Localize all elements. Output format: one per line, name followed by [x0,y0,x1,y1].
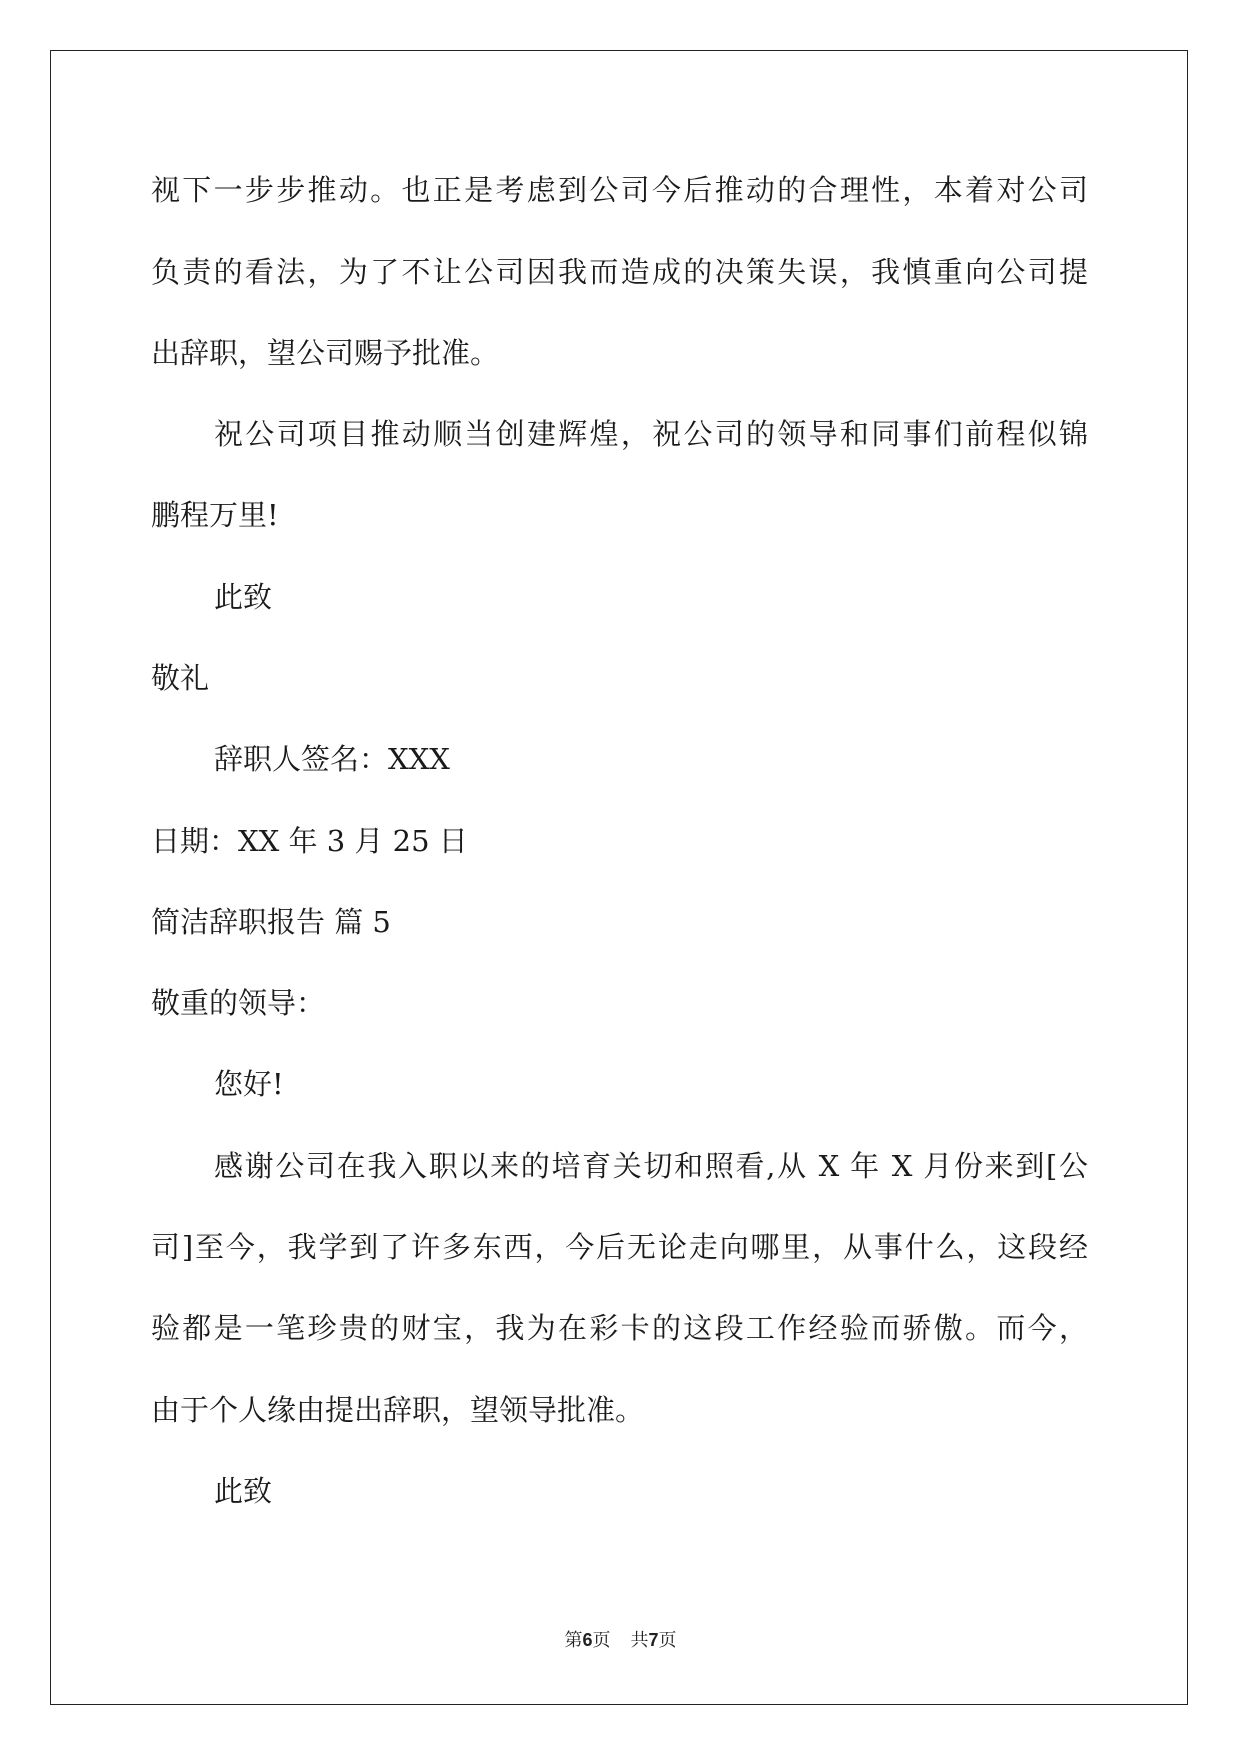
closing-regards: 敬礼 [151,661,210,695]
closing-salutation: 此致 [214,580,273,614]
page-prefix: 第 [564,1630,583,1651]
paragraph-line: 祝公司项目推动顺当创建辉煌，祝公司的领导和同事们前程似锦 [214,417,1088,451]
paragraph-line: 视下一步步推动。也正是考虑到公司今后推动的合理性，本着对公司 [151,173,1088,207]
paragraph-line: 验都是一笔珍贵的财宝，我为在彩卡的这段工作经验而骄傲。而今， [151,1311,1088,1345]
page-mid: 页 [592,1630,611,1651]
greeting-recipient: 敬重的领导： [151,986,326,1020]
paragraph-line: 感谢公司在我入职以来的培育关切和照看,从 X 年 X 月份来到[公 [214,1149,1088,1183]
greeting: 您好! [214,1067,284,1101]
total-suffix: 页 [658,1630,677,1651]
date-line: 日期：XX 年 3 月 25 日 [151,824,468,858]
section-heading: 简洁辞职报告 篇 5 [151,905,391,939]
page-border [50,50,1188,1705]
page-current: 6 [582,1630,593,1650]
page-footer [0,1628,1241,1653]
paragraph-line: 出辞职，望公司赐予批准。 [151,336,500,370]
paragraph-line: 司]至今，我学到了许多东西，今后无论走向哪里，从事什么，这段经 [151,1230,1088,1264]
paragraph-line: 负责的看法，为了不让公司因我而造成的决策失误，我慎重向公司提 [151,255,1088,289]
paragraph-line: 由于个人缘由提出辞职，望领导批准。 [151,1393,645,1427]
closing-salutation: 此致 [214,1474,273,1508]
signature-line: 辞职人签名：XXX [214,742,450,776]
page-total: 7 [648,1630,659,1650]
paragraph-line: 鹏程万里! [151,498,279,532]
total-prefix: 共 [630,1630,649,1651]
